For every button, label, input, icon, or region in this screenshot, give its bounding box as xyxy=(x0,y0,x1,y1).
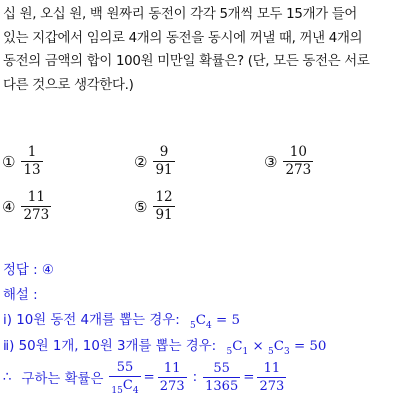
case-2-c1-r: 1 xyxy=(242,347,249,357)
case-2-text: ⅱ) 50원 1개, 10원 3개를 뽑는 경우: xyxy=(3,339,217,354)
choice-2-numerator: 9 xyxy=(159,144,169,160)
fraction-4 xyxy=(257,361,286,394)
equals-2: = xyxy=(243,370,255,385)
choice-4-denominator: 273 xyxy=(23,207,50,223)
f1-c-n: 15 xyxy=(111,386,123,396)
f1-c-r: 4 xyxy=(132,386,139,396)
choice-4-fraction xyxy=(21,190,51,223)
question-line-2: 있는 지갑에서 임의로 4개의 동전을 동시에 꺼낼 때, 꺼낸 4개의 xyxy=(3,30,363,46)
fraction-4-numerator: 11 xyxy=(263,361,281,376)
case-1-combination xyxy=(189,313,212,331)
fraction-2-numerator: 11 xyxy=(163,361,181,376)
case-1-text: ⅰ) 10원 동전 4개를 뽑는 경우: xyxy=(3,313,180,328)
fraction-1-numerator: 55 xyxy=(116,360,134,375)
conclusion-line xyxy=(3,360,286,395)
question-line-4: 다른 것으로 생각한다.) xyxy=(3,77,134,93)
case-2-c2-letter: C xyxy=(273,339,284,354)
question-text xyxy=(3,3,397,97)
choice-4-numerator: 11 xyxy=(27,189,45,205)
case-2-c2-r: 3 xyxy=(283,347,290,357)
choice-1-fraction xyxy=(21,145,42,178)
case-1-c-r: 4 xyxy=(205,321,212,331)
choice-5[interactable] xyxy=(134,190,175,223)
fraction-3-numerator: 55 xyxy=(213,361,230,376)
fraction-4-denominator: 273 xyxy=(259,379,285,394)
choice-2-number: ② xyxy=(134,152,148,171)
case-1-c-letter: C xyxy=(195,313,206,328)
answer-line: 정답 : ④ xyxy=(3,263,54,278)
case-1-line xyxy=(3,309,240,331)
choice-4-number: ④ xyxy=(2,197,16,216)
fraction-3 xyxy=(203,361,240,394)
choice-3-fraction xyxy=(283,145,313,178)
case-1-result: = 5 xyxy=(215,313,240,328)
case-2-c1-letter: C xyxy=(232,339,243,354)
choice-1-denominator: 13 xyxy=(23,162,41,178)
equals-1: = xyxy=(143,370,155,385)
case-2-combination-2 xyxy=(267,339,290,357)
choice-2-denominator: 91 xyxy=(155,162,173,178)
choice-2[interactable] xyxy=(134,145,175,178)
fraction-1-denominator xyxy=(109,376,140,395)
fraction-combination xyxy=(109,360,140,395)
choice-3-number: ③ xyxy=(264,152,278,171)
choice-1[interactable] xyxy=(2,145,43,178)
case-2-result: = 50 xyxy=(293,339,327,354)
fraction-2-denominator: 273 xyxy=(159,379,185,394)
choice-4[interactable] xyxy=(2,190,51,223)
fraction-3-denominator: 1365 xyxy=(205,379,239,394)
case-2-c1-n: 5 xyxy=(226,347,233,357)
choice-5-fraction xyxy=(153,190,174,223)
question-line-1: 십 원, 오십 원, 백 원짜리 동전이 각각 5개씩 모두 15개가 들어 xyxy=(3,7,358,22)
question-line-3: 동전의 금액의 합이 100원 미만일 확률은? (단, 모든 동전은 서로 xyxy=(3,54,370,69)
fraction-2 xyxy=(158,361,187,394)
choice-1-number: ① xyxy=(2,152,16,171)
colon-separator: : xyxy=(192,370,198,385)
explanation-label: 해설 : xyxy=(3,288,38,303)
choice-3-denominator: 273 xyxy=(285,162,312,178)
case-2-c2-n: 5 xyxy=(267,347,274,357)
f1-c-letter: C xyxy=(122,378,133,393)
choice-2-fraction xyxy=(153,145,174,178)
case-2-combination-1 xyxy=(226,339,249,357)
therefore-symbol: ∴ xyxy=(3,370,12,385)
conclusion-label: 구하는 확률은 xyxy=(21,372,104,387)
choice-1-numerator: 1 xyxy=(27,144,37,160)
case-2-line xyxy=(3,335,327,357)
choice-5-denominator: 91 xyxy=(155,207,173,223)
choice-3[interactable] xyxy=(264,145,313,178)
choice-3-numerator: 10 xyxy=(289,144,307,160)
choice-5-numerator: 12 xyxy=(155,189,173,205)
choice-5-number: ⑤ xyxy=(134,197,148,216)
case-2-times: × xyxy=(252,339,264,354)
case-1-c-n: 5 xyxy=(189,321,196,331)
